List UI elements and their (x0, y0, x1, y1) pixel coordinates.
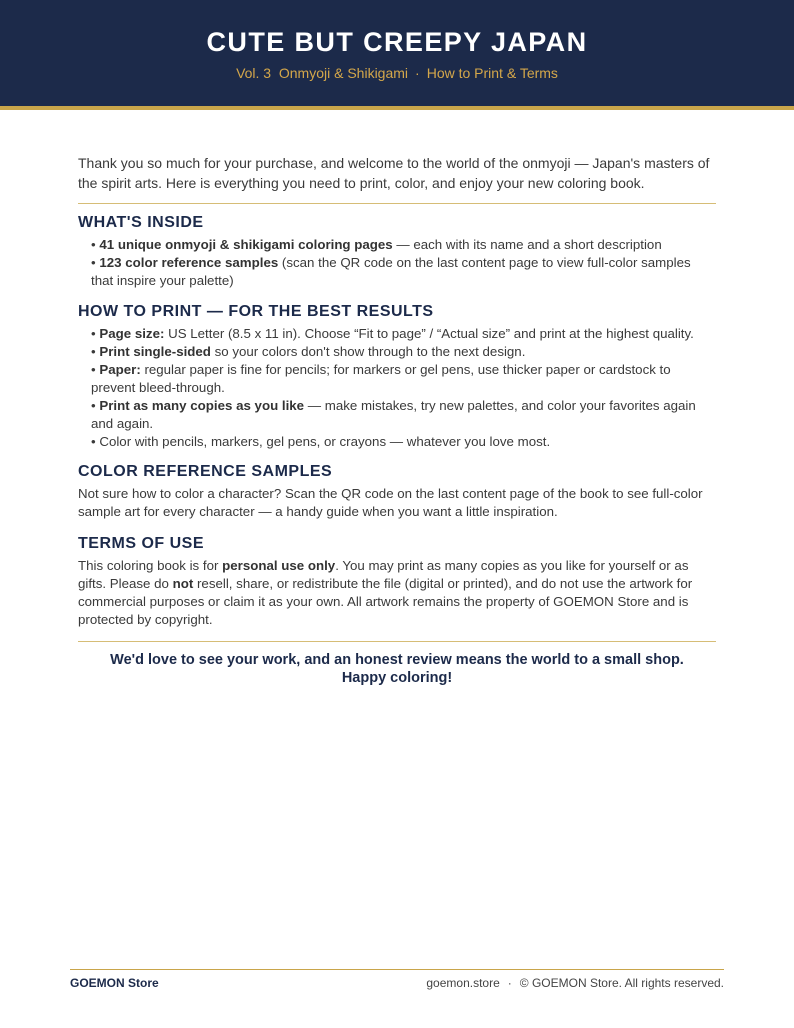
list-item (91, 397, 716, 433)
list-item-bold: Print as many copies as you like (99, 398, 305, 413)
terms-emphasis: not (172, 576, 194, 591)
list-item-text: — make mistakes, try new palettes, and color your favorites again and again. (91, 398, 696, 431)
terms-text-part: This coloring book is for (78, 558, 223, 573)
list-item (91, 361, 716, 397)
section-heading-howto: HOW TO PRINT — FOR THE BEST RESULTS (78, 303, 434, 320)
list-item-bold: Print single-sided (99, 344, 211, 359)
subtitle-section: How to Print & Terms (426, 65, 558, 81)
bullet: • (91, 237, 100, 252)
section-heading-inside: WHAT'S INSIDE (78, 214, 204, 231)
closing-line: Happy coloring! (341, 670, 453, 686)
bullet: • (91, 434, 100, 449)
bullet: • (91, 362, 100, 377)
section-heading-color-reference: COLOR REFERENCE SAMPLES (78, 463, 333, 480)
bullet: • (91, 398, 100, 413)
footer-brand: GOEMON Store (70, 976, 159, 990)
list-item-text: regular paper is fine for pencils; for markers or gel pens, use thicker paper or cardstock to prevent bleed-through. (91, 362, 671, 395)
list-item-text: — each with its name and a short description (392, 237, 662, 252)
color-reference-text: Not sure how to color a character? Scan the QR code on the last content page of the book to see full-color sample art for every character — a handy guide when you want a little inspiration. (78, 486, 703, 519)
section-divider (78, 203, 716, 204)
list-item (91, 236, 716, 254)
list-item-bold: 41 unique onmyoji & shikigami coloring pages (99, 237, 393, 252)
footer-info (426, 976, 724, 990)
section-divider (78, 641, 716, 642)
list-item-text: US Letter (8.5 x 11 in). Choose “Fit to page” / “Actual size” and print at the highest quality. (164, 326, 694, 341)
list-item-bold: Page size: (99, 326, 165, 341)
list-item-bold: Paper: (99, 362, 141, 377)
terms-emphasis: personal use only (222, 558, 336, 573)
page-title: CUTE BUT CREEPY JAPAN (206, 27, 588, 57)
list-item-text: so your colors don't show through to the next design. (210, 344, 526, 359)
list-item-text: (scan the QR code on the last content page to view full-color samples that inspire your palette) (91, 255, 691, 288)
terms-text (78, 557, 716, 629)
bullet: • (91, 255, 100, 270)
list-item-text: Color with pencils, markers, gel pens, or crayons — whatever you love most. (99, 434, 551, 449)
section-heading-terms: TERMS OF USE (78, 535, 205, 552)
footer-divider (70, 969, 724, 970)
closing-line: We'd love to see your work, and an honest review means the world to a small shop. (110, 652, 684, 668)
list-item (91, 343, 716, 361)
footer-site: goemon.store (426, 976, 500, 990)
list-item (91, 254, 716, 290)
subtitle-volume: Vol. 3 Onmyoji & Shikigami (236, 65, 409, 81)
bullet: • (91, 344, 100, 359)
list-item-bold: 123 color reference samples (99, 255, 279, 270)
closing-message (78, 651, 716, 687)
page-header (0, 0, 794, 110)
howto-list (91, 325, 716, 451)
terms-text-part: . You may print as many copies as you like for yourself or as gifts. Please do (78, 558, 689, 591)
bullet: • (91, 326, 100, 341)
footer-copyright: © GOEMON Store. All rights reserved. (519, 976, 724, 990)
footer-separator: · (507, 976, 512, 990)
intro-paragraph: Thank you so much for your purchase, and welcome to the world of the onmyoji — Japan's masters of the spirit arts. Here is everything you need to print, color, and enjoy your new coloring book. (78, 155, 710, 191)
subtitle-separator: · (415, 65, 420, 81)
terms-text-part: resell, share, or redistribute the file (digital or printed), and do not use the artwork for commercial purposes or claim it as your own. All artwork remains the property of GOEMON Store and is protected by copyright. (78, 576, 693, 627)
list-item (91, 325, 716, 343)
main-content (78, 153, 716, 687)
inside-list (91, 236, 716, 290)
page-subtitle (0, 65, 794, 81)
list-item (91, 433, 716, 451)
